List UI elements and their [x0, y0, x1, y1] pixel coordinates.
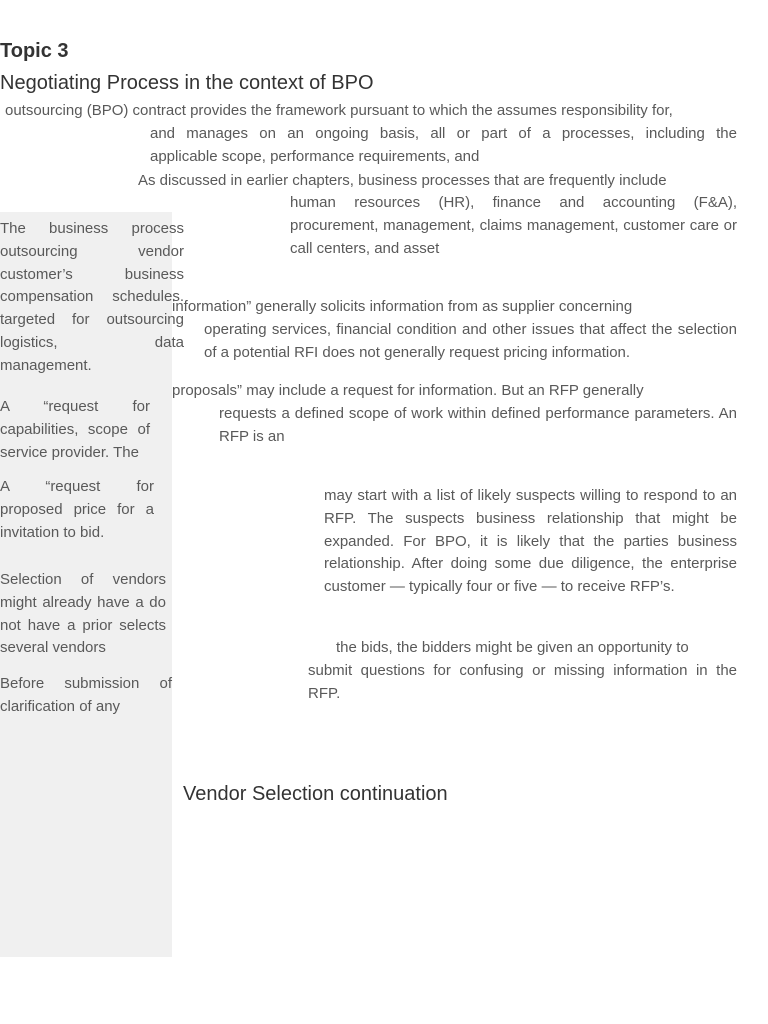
intro-line-2: and manages on an ongoing basis, all or part of a processes, including the — [150, 125, 737, 142]
vendor-selection-heading: Vendor Selection continuation — [183, 783, 448, 805]
intro-line-3: applicable scope, performance requirements, and — [150, 148, 480, 165]
bids-lead: the bids, the bidders might be given an opportunity to — [336, 639, 689, 656]
rfi-body: operating services, financial condition and other issues that affect the selection of a potential RFI does not generally request pricing information. — [204, 321, 737, 361]
rfi-lead: information” generally solicits information from as supplier concerning — [172, 298, 633, 315]
sidebar-paragraph-5: Before submission of clarification of any — [0, 675, 172, 715]
bids-body: submit questions for confusing or missing information in the RFP. — [308, 662, 737, 702]
rfp-lead: proposals” may include a request for information. But an RFP generally — [172, 382, 644, 399]
sidebar-paragraph-4: Selection of vendors might already have a do not have a prior selects several vendors — [0, 571, 166, 657]
sidebar-paragraph-3: A “request for proposed price for a invitation to bid. — [0, 478, 154, 541]
rfp-body: requests a defined scope of work within defined performance parameters. An RFP is an — [219, 405, 737, 445]
sidebar-paragraph-2: A “request for capabilities, scope of service provider. The — [0, 398, 150, 461]
topic-number: Topic 3 — [0, 40, 69, 62]
processes-body: human resources (HR), finance and accounting (F&A), procurement, management, claims management, customer care or call centers, and asset — [290, 194, 737, 257]
topic-title: Negotiating Process in the context of BPO — [0, 72, 374, 94]
intro-line-1: outsourcing (BPO) contract provides the framework pursuant to which the assumes responsibility for, — [5, 102, 673, 119]
sidebar-paragraph-1: The business process outsourcing vendor customer’s business compensation schedules. targeted for outsourcing logistics, data management. — [0, 220, 184, 374]
suspects-paragraph: may start with a list of likely suspects willing to respond to an RFP. The suspects business relationship that might be expanded. For BPO, it is likely that the parties business relationship. After doing some due diligence, the enterprise customer — typically four or five — to receive RFP’s. — [324, 487, 737, 596]
processes-lead: As discussed in earlier chapters, business processes that are frequently include — [138, 172, 667, 189]
